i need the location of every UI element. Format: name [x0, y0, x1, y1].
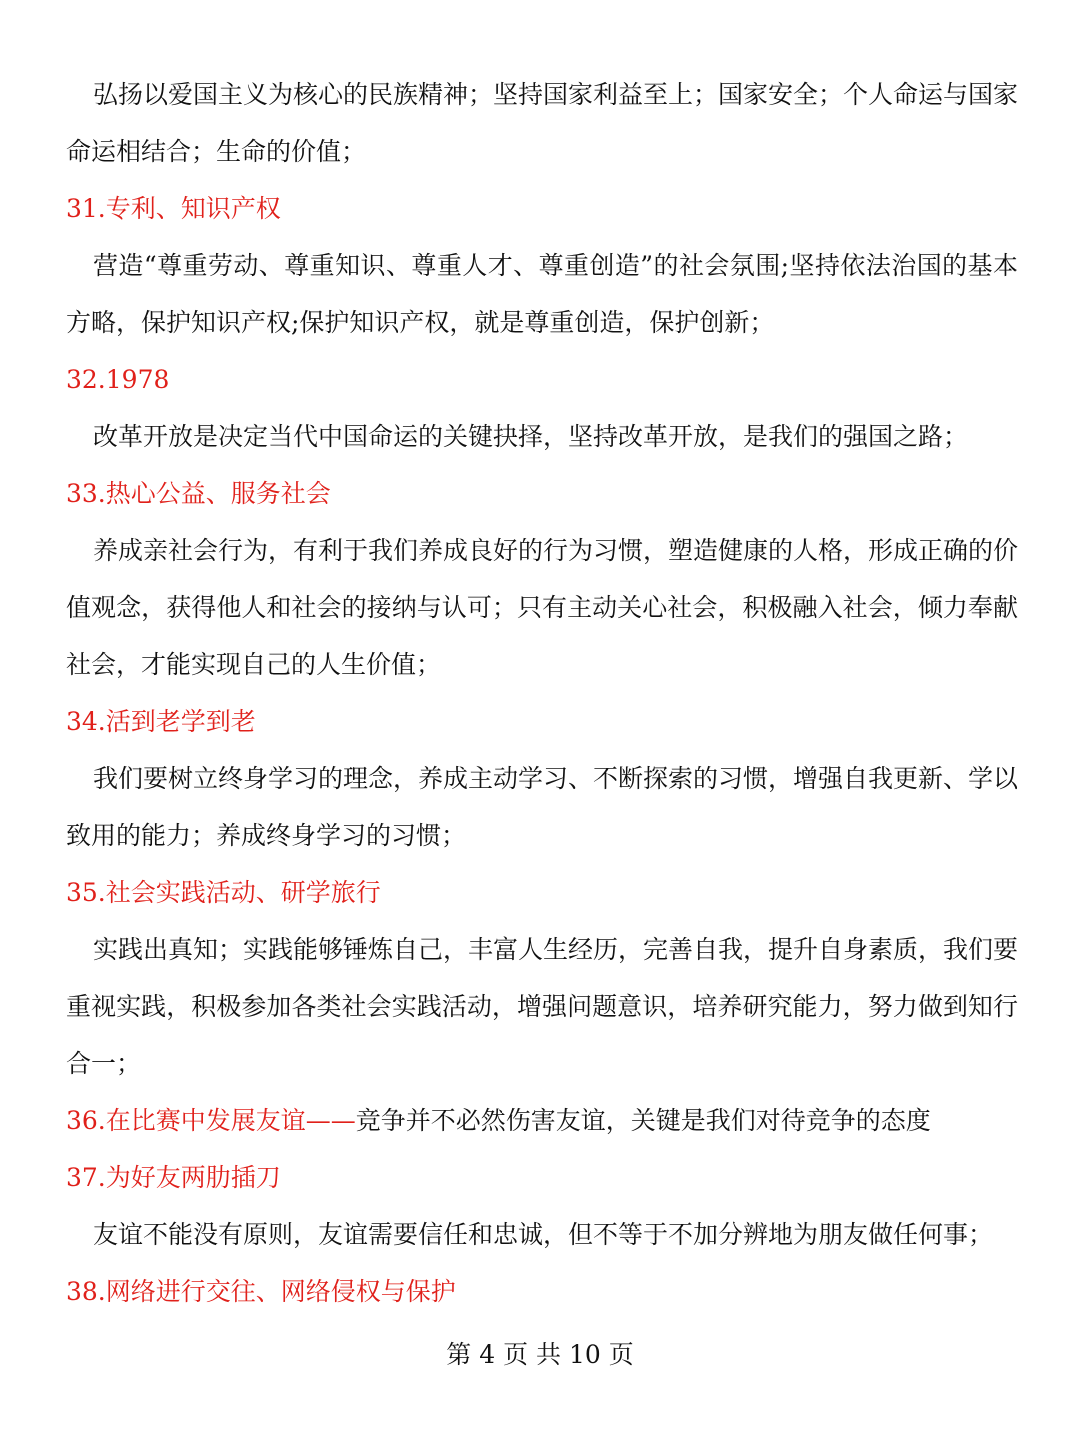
paragraph: 友谊不能没有原则，友谊需要信任和忠诚，但不等于不加分辨地为朋友做任何事；: [93, 1220, 994, 1249]
section-heading: 31.专利、知识产权: [66, 194, 281, 223]
section-heading-with-note: [66, 1092, 1018, 1149]
page-number-footer: 第 4 页 共 10 页: [446, 1340, 634, 1369]
section-heading: 33.热心公益、服务社会: [66, 479, 331, 508]
section-heading: 34.活到老学到老: [66, 707, 256, 736]
section-heading-title: 36.在比赛中发展友谊——: [66, 1106, 356, 1135]
section-heading-note: 竞争并不必然伤害友谊，关键是我们对待竞争的态度: [355, 1106, 931, 1135]
paragraph: 营造“尊重劳动、尊重知识、尊重人才、尊重创造”的社会氛围;坚持依法治国的基本方略，保护知识产权;保护知识产权，就是尊重创造，保护创新；: [66, 251, 1018, 337]
paragraph: 弘扬以爱国主义为核心的民族精神；坚持国家利益至上；国家安全；个人命运与国家命运相结合；生命的价值；: [66, 80, 1019, 166]
section-heading: 38.网络进行交往、网络侵权与保护: [66, 1277, 456, 1306]
document-body: [66, 66, 1018, 1320]
paragraph: 养成亲社会行为，有利于我们养成良好的行为习惯，塑造健康的人格，形成正确的价值观念，获得他人和社会的接纳与认可；只有主动关心社会，积极融入社会，倾力奉献社会，才能实现自己的人生价值；: [66, 536, 1019, 679]
paragraph: 改革开放是决定当代中国命运的关键抉择，坚持改革开放，是我们的强国之路；: [93, 422, 969, 451]
paragraph: 实践出真知；实践能够锤炼自己，丰富人生经历，完善自我，提升自身素质，我们要重视实践，积极参加各类社会实践活动，增强问题意识，培养研究能力，努力做到知行合一；: [66, 935, 1019, 1078]
paragraph: 我们要树立终身学习的理念，养成主动学习、不断探索的习惯，增强自我更新、学以致用的能力；养成终身学习的习惯；: [66, 764, 1019, 850]
section-heading: 37.为好友两肋插刀: [66, 1163, 281, 1192]
section-heading: 32.1978: [66, 365, 170, 394]
section-heading: 35.社会实践活动、研学旅行: [66, 878, 381, 907]
